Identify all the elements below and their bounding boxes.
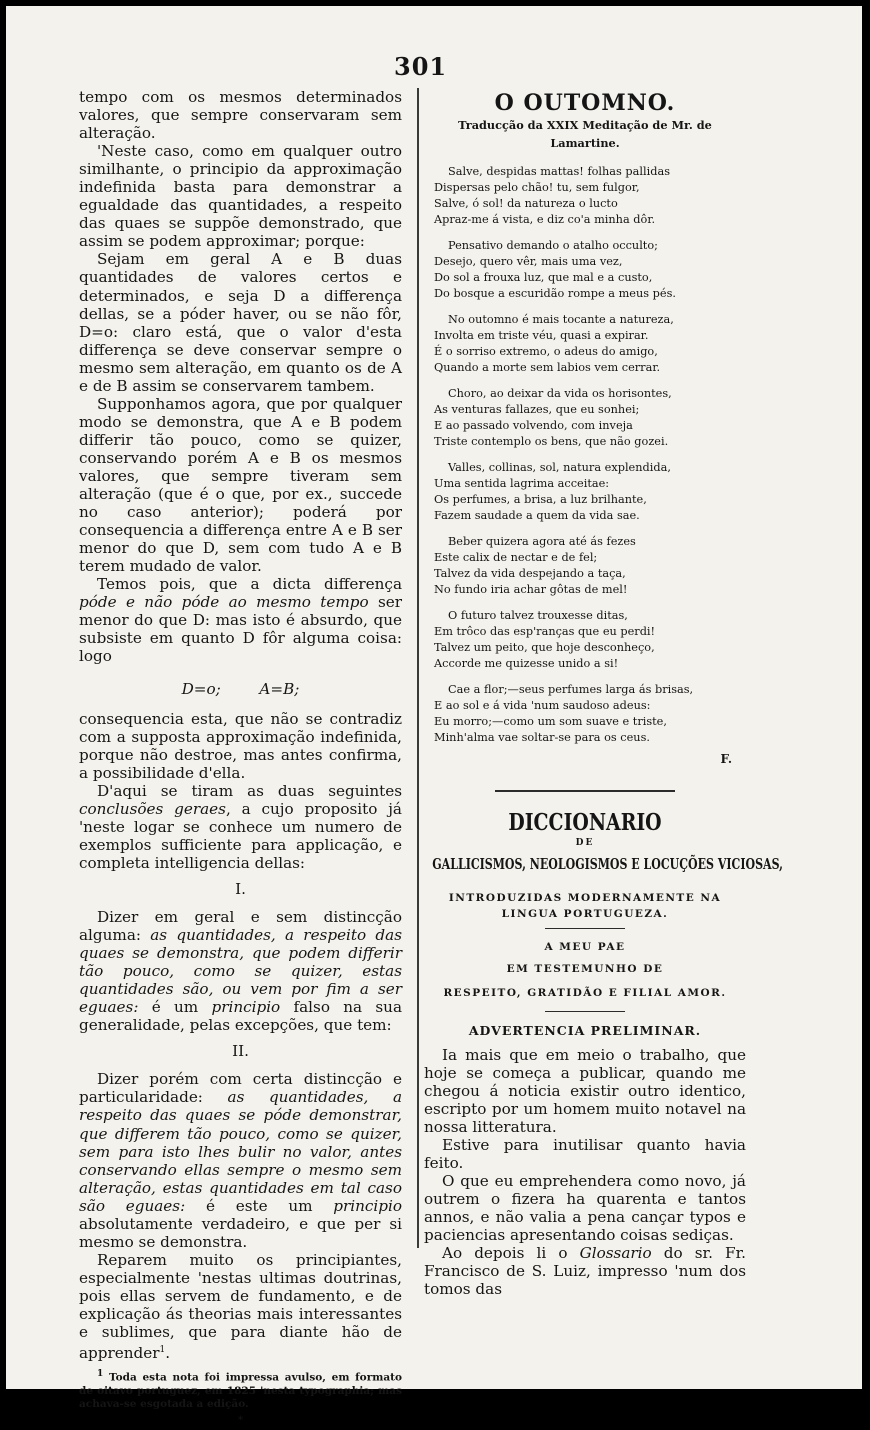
equation: D=o; A=B; bbox=[181, 679, 300, 698]
paragraph: tempo com os mesmos determinados valores, que sempre conservaram sem alteração. bbox=[79, 88, 402, 143]
dictionary-intro: INTRODUZIDAS MODERNAMENTE NA LINGUA PORTUGUEZA. bbox=[448, 892, 722, 921]
poem-line: Valles, collinas, sol, natura explendida, bbox=[448, 461, 671, 475]
section-heading-i: I. bbox=[235, 879, 246, 898]
dictionary-title: DICCIONARIO bbox=[508, 809, 662, 837]
paragraph: consequencia esta, que não se contradiz com a supposta approximação indefinida, porque não destroe, mas antes confirma, a possibilidade d'ella. bbox=[79, 709, 402, 782]
poem-line: Este calix de nectar e de fel; bbox=[434, 551, 598, 565]
poem-line: Triste contemplo os bens, que não gozei. bbox=[434, 435, 669, 449]
newspaper-page bbox=[6, 6, 862, 1426]
paragraph: Estive para inutilisar quanto havia feito. bbox=[424, 1136, 746, 1173]
poem-line: É o sorriso extremo, o adeus do amigo, bbox=[434, 345, 658, 359]
poem-line: No outomno é mais tocante a natureza, bbox=[448, 313, 674, 327]
poem-line: O futuro talvez trouxesse ditas, bbox=[448, 609, 628, 623]
poem-line: Apraz-me á vista, e diz co'a minha dôr. bbox=[434, 213, 656, 227]
poem-stanza bbox=[434, 608, 746, 672]
poem-line: Involta em triste véu, quasi a expirar. bbox=[434, 329, 649, 343]
poem-line: Eu morro;—como um som suave e triste, bbox=[434, 715, 667, 729]
poem-stanza bbox=[434, 534, 746, 598]
column-divider bbox=[417, 88, 419, 1248]
paragraph: O que eu emprehendera como novo, já outrem o fizera ha quarenta e tantos annos, e não valia a pena cançar typos e paciencias apresentando coisas sediças. bbox=[424, 1172, 746, 1245]
short-rule bbox=[545, 1011, 625, 1012]
paragraph: Supponhamos agora, que por qualquer modo se demonstra, que A e B podem differir tão pouco, como se quizer, conservando porém A e B os mesmos valores, que sempre tiveram sem alteração (que é o que, por ex., succede no caso anterior); poderá por consequencia a differença entre A e B ser menor do que D, sem com tudo A e B terem mudado de valor. bbox=[79, 394, 402, 576]
dictionary-de: DE bbox=[575, 838, 595, 849]
poem-line: Os perfumes, a brisa, a luz brilhante, bbox=[434, 493, 647, 507]
poem-stanza bbox=[434, 164, 746, 228]
poem-line: Beber quizera agora até ás fezes bbox=[448, 535, 636, 549]
poem-stanza bbox=[434, 312, 746, 376]
poem-line: E ao sol e á vida 'num saudoso adeus: bbox=[434, 699, 651, 713]
poem-line: Quando a morte sem labios vem cerrar. bbox=[434, 361, 661, 375]
poem-stanza bbox=[434, 386, 746, 450]
poem-line: Pensativo demando o atalho occulto; bbox=[448, 239, 658, 253]
poem-line: Fazem saudade a quem da vida sae. bbox=[434, 509, 640, 523]
poem-line: Talvez da vida despejando a taça, bbox=[434, 567, 626, 581]
paragraph: D'aqui se tiram as duas seguintes conclusões geraes, a cujo proposito já 'neste logar se conhece um numero de exemplos sufficiente para applicação, e completa intelligencia dellas: bbox=[79, 781, 402, 872]
paragraph: Ao depois li o Glossario do sr. Fr. Francisco de S. Luiz, impresso 'num dos tomos das bbox=[424, 1244, 746, 1299]
dedication-line: EM TESTEMUNHO DE bbox=[506, 963, 664, 976]
paragraph: Dizer em geral e sem distincção alguma: as quantidades, a respeito das quaes se demonstra, que podem differir tão pouco, como se quizer, estas quantidades são, ou vem por fim a ser eguaes: é um principio falso na sua generalidade, pelas excepções, que tem: bbox=[79, 908, 402, 1035]
poem-line: E ao passado volvendo, com inveja bbox=[434, 419, 633, 433]
page-number: 301 bbox=[394, 52, 448, 81]
advertencia-heading: ADVERTENCIA PRELIMINAR. bbox=[468, 1023, 702, 1039]
poem-line: Em trôco das esp'ranças que eu perdi! bbox=[434, 625, 656, 639]
poem-line: Cae a flor;—seus perfumes larga ás brisas, bbox=[448, 683, 694, 697]
paragraph: Reparem muito os principiantes, especialmente 'nestas ultimas doutrinas, pois ellas servem de fundamento, e de explicação ás theorias mais interessantes e sublimes, que para diante hão de apprender$^1$. bbox=[79, 1250, 402, 1363]
poem-stanza bbox=[434, 460, 746, 524]
footnote: 1 Toda esta nota foi impressa avulso, em formato de oitavo portuguez, em 1825 'nesta typographia; mas achava-se esgotada a edição. bbox=[79, 1369, 402, 1410]
paragraph: Temos pois, que a dicta differença póde e não póde ao mesmo tempo ser menor do que D: mas isto é absurdo, que subsiste em quanto D fôr alguma coisa: logo bbox=[79, 575, 402, 666]
poem-signature: F. bbox=[720, 752, 732, 767]
poem-line: Salve, despidas mattas! folhas pallidas bbox=[448, 165, 671, 179]
dedication-line: A MEU PAE bbox=[544, 941, 626, 954]
paragraph: Dizer porém com certa distincção e particularidade: as quantidades, a respeito das quaes se póde demonstrar, que differem tão pouco, como se quizer, sem para isto lhes bulir no valor, antes conservando ellas sempre o mesmo sem alteração, estas quantidades em tal caso são eguaes: é este um principio absolutamente verdadeiro, e que per si mesmo se demonstra. bbox=[79, 1070, 403, 1251]
poem-line: Desejo, quero vêr, mais uma vez, bbox=[434, 255, 623, 269]
poem-line: Accorde me quizesse unido a si! bbox=[434, 657, 619, 671]
poem-line: Uma sentida lagrima acceitae: bbox=[434, 477, 610, 491]
poem-line: Salve, ó sol! da natureza o lucto bbox=[434, 197, 618, 211]
asterisk-mark: * bbox=[238, 1414, 243, 1426]
poem-subtitle: Traducção da XXIX Meditação de Mr. de Lamartine. bbox=[458, 118, 712, 151]
poem-line: As venturas fallazes, que eu sonhei; bbox=[434, 403, 640, 417]
poem-line: Do bosque a escuridão rompe a meus pés. bbox=[434, 287, 676, 301]
poem-line: Choro, ao deixar da vida os horisontes, bbox=[448, 387, 672, 401]
poem-stanza bbox=[434, 682, 746, 746]
poem-body bbox=[424, 164, 746, 746]
dictionary-subtitle: GALLICISMOS, NEOLOGISMOS E LOCUÇÕES VICIOSAS, bbox=[432, 856, 783, 874]
paragraph: 'Neste caso, como em qualquer outro similhante, o principio da approximação indefinida basta para demonstrar a egualdade das quantidades, a respeito das quaes se suppõe demonstrado, que assim se podem approximar; porque: bbox=[79, 142, 402, 251]
poem-line: Talvez um peito, que hoje desconheço, bbox=[434, 641, 655, 655]
dedication-line: RESPEITO, GRATIDÃO E FILIAL AMOR. bbox=[443, 987, 727, 1000]
left-column bbox=[79, 88, 402, 1430]
right-column bbox=[424, 88, 783, 1299]
section-rule bbox=[495, 790, 675, 792]
poem-title: O OUTOMNO. bbox=[494, 90, 676, 116]
poem-line: No fundo iria achar gôtas de mel! bbox=[434, 583, 628, 597]
paragraph: Ia mais que em meio o trabalho, que hoje se começa a publicar, quando me chegou á noticia existir outro identico, escripto por um homem muito notavel na nossa litteratura. bbox=[424, 1046, 746, 1137]
section-heading-ii: II. bbox=[232, 1042, 249, 1061]
poem-line: Do sol a frouxa luz, que mal e a custo, bbox=[434, 271, 653, 285]
poem-stanza bbox=[434, 238, 746, 302]
poem-line: Dispersas pelo chão! tu, sem fulgor, bbox=[434, 181, 640, 195]
paragraph: Sejam em geral A e B duas quantidades de valores certos e determinados, e seja D a differença dellas, se a póder haver, ou se não fôr, D=o: claro está, que o valor d'esta differença se deve conservar sempre o mesmo sem alteração, em quanto os de A e de B assim se conservarem tambem. bbox=[79, 250, 402, 395]
short-rule bbox=[545, 928, 625, 929]
poem-line: Minh'alma vae soltar-se para os ceus. bbox=[434, 731, 650, 745]
